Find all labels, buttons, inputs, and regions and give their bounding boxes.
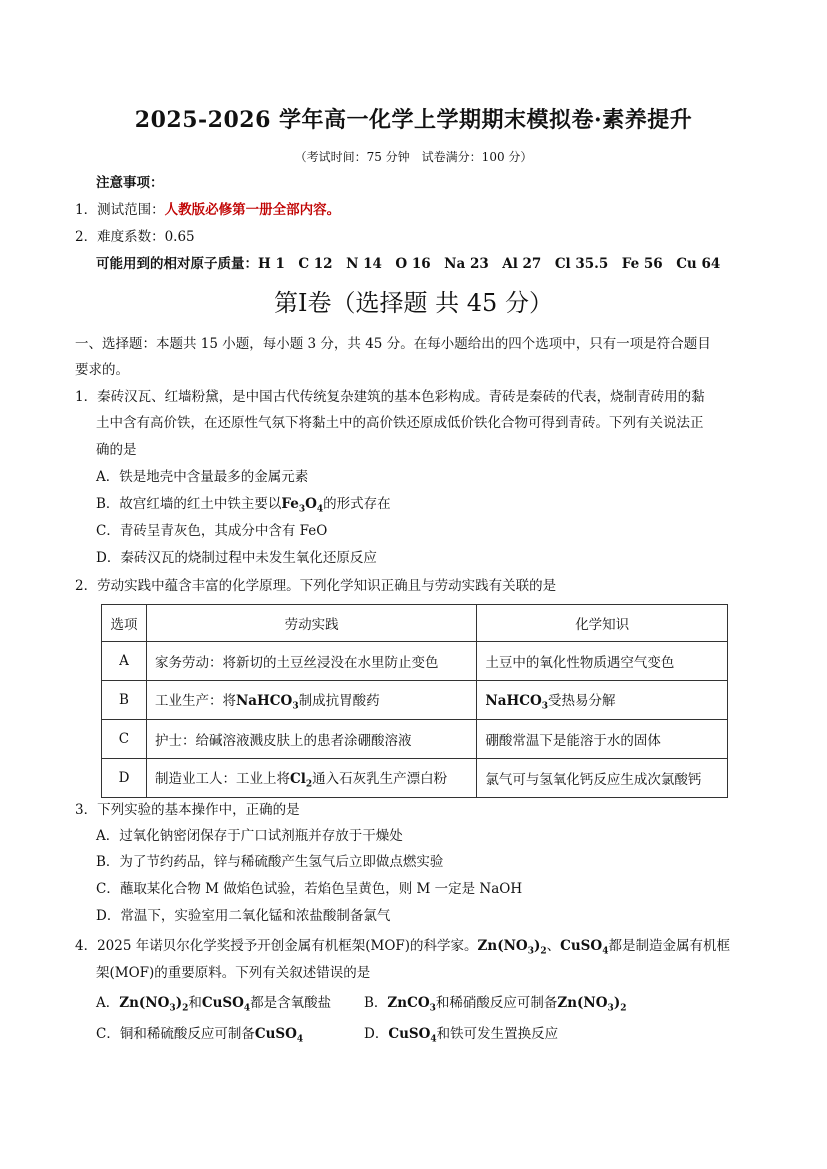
- q4-zn: Zn: [477, 938, 498, 954]
- section-title: 第I卷（选择题 共 45 分）: [274, 289, 553, 317]
- header-knowledge: 化学知识: [477, 605, 728, 642]
- notice-item-1: [75, 200, 340, 220]
- row-b-knowledge-post: 受热易分解: [548, 692, 616, 709]
- q4-cuso4-formula: [560, 938, 609, 957]
- notice-item-1-label: 1．测试范围：: [75, 202, 165, 218]
- row-b-knowledge-formula: NaHCO: [485, 692, 542, 709]
- exam-subtitle: （考试时间：75 分钟 试卷满分：100 分）: [294, 150, 533, 164]
- q4-stem-pre: 4．2025 年诺贝尔化学奖授予开创金属有机框架(MOF)的科学家。: [75, 938, 478, 954]
- row-d-practice-post: 通入石灰乳生产漂白粉: [312, 770, 448, 787]
- q4-d-formula: [388, 1026, 437, 1045]
- atomic-mass-line: 可能用到的相对原子质量：H 1 C 12 N 14 O 16 Na 23 Al 27 Cl 35.5 Fe 56 Cu 64: [96, 256, 721, 272]
- q1-option-b-pre: B．故宫红墙的红土中铁主要以: [96, 496, 282, 512]
- q4-d-post: 和铁可发生置换反应: [436, 1026, 559, 1042]
- notice-item-2: 2．难度系数：0.65: [75, 229, 195, 245]
- q4-a-and: 和: [188, 995, 202, 1011]
- q1-option-d: D．秦砖汉瓦的烧制过程中未发生氧化还原反应: [96, 550, 377, 566]
- q4-a-formula-2: [201, 995, 251, 1014]
- q4-option-d: [364, 1024, 558, 1050]
- table-row: [102, 720, 728, 759]
- q4-option-a: [96, 993, 331, 1019]
- row-a-option: A: [102, 642, 147, 681]
- notice-item-1-highlight: 人教版必修第一册全部内容。: [164, 202, 341, 218]
- q4-d-label: D．: [364, 1026, 389, 1042]
- q4-stem-post: 都是制造金属有机框: [608, 938, 730, 954]
- row-b-practice: [146, 681, 476, 720]
- q4-d-cuso4-sub: 4: [430, 1034, 437, 1045]
- q4-a-zn: Zn: [119, 995, 139, 1011]
- q3-option-c: C．蘸取某化合物 M 做焰色试验，若焰色呈黄色，则 M 一定是 NaOH: [96, 881, 523, 897]
- row-c-option: C: [102, 720, 147, 759]
- row-b-practice-pre: 工业生产：将: [154, 692, 236, 709]
- q4-no3-sub: 3: [527, 946, 534, 957]
- row-b-option: B: [102, 681, 147, 720]
- q1-stem-line-3: 确的是: [96, 442, 137, 458]
- q4-b-formula-2: [557, 995, 627, 1014]
- q4-zn-no3-formula: [477, 938, 547, 957]
- q4-c-cuso4-sub: 4: [296, 1034, 304, 1045]
- q4-a-cuso4-sub: 4: [243, 1003, 251, 1014]
- q1-option-b-formula: [281, 496, 324, 515]
- row-d-practice-sub: 2: [305, 779, 313, 790]
- q1-option-a: A．铁是地壳中含量最多的金属元素: [96, 469, 309, 485]
- q4-close: ): [533, 938, 541, 954]
- table-row: [102, 759, 728, 798]
- row-c-knowledge: 硼酸常温下是能溶于水的固体: [477, 720, 728, 759]
- q2-stem: 2．劳动实践中蕴含丰富的化学原理。下列化学知识正确且与劳动实践有关联的是: [75, 578, 557, 594]
- q4-a-label: A．: [96, 995, 120, 1011]
- q4-a-close: ): [175, 995, 183, 1011]
- q1-option-b: [96, 494, 391, 520]
- q4-b-zn: Zn: [557, 995, 578, 1011]
- q4-c-pre: C．铜和稀硫酸反应可制备: [96, 1026, 255, 1042]
- q4-b-formula-1: [387, 995, 436, 1014]
- row-d-practice: [146, 759, 476, 798]
- q4-option-b: [364, 993, 626, 1019]
- row-d-practice-pre: 制造业工人：工业上将: [154, 770, 290, 787]
- table-header-row: [102, 605, 728, 642]
- q4-stem-line-2: 架(MOF)的重要原料。下列有关叙述错误的是: [96, 965, 371, 981]
- q4-close-sub: 2: [540, 946, 547, 957]
- instructions-line-2: 要求的。: [75, 362, 129, 378]
- notice-heading: 注意事项：: [96, 175, 164, 191]
- row-b-knowledge-sub: 3: [541, 701, 548, 712]
- q4-a-no3: (NO: [138, 995, 170, 1011]
- q4-b-close: ): [613, 995, 621, 1011]
- q4-a-post: 都是含氧酸盐: [250, 995, 332, 1011]
- q3-option-b: B．为了节约药品，锌与稀硫酸产生氢气后立即做点燃实验: [96, 854, 444, 870]
- row-b-practice-post: 制成抗胃酸药: [298, 692, 380, 709]
- q1-o: O: [305, 496, 317, 512]
- row-d-option: D: [102, 759, 147, 798]
- row-a-knowledge: 土豆中的氧化性物质遇空气变色: [477, 642, 728, 681]
- q2-table: [101, 604, 728, 798]
- q4-option-c: [96, 1024, 303, 1050]
- table-row: [102, 642, 728, 681]
- q4-a-formula-1: [119, 995, 189, 1014]
- q4-b-znco-sub: 3: [429, 1003, 436, 1014]
- q4-no3: (NO: [497, 938, 528, 954]
- q4-b-mid: 和稀硝酸反应可制备: [435, 995, 558, 1011]
- row-c-practice: 护士：给碱溶液溅皮肤上的患者涂硼酸溶液: [146, 720, 476, 759]
- q4-b-znco: ZnCO: [387, 995, 430, 1011]
- q4-cuso4: CuSO: [560, 938, 603, 954]
- q1-o-sub: 4: [316, 504, 324, 515]
- q4-a-close-sub: 2: [182, 1003, 189, 1014]
- q4-stem-line-1: [75, 936, 730, 962]
- q4-c-cuso4: CuSO: [254, 1026, 297, 1042]
- row-b-practice-sub: 3: [292, 701, 299, 712]
- instructions-line-1: 一、选择题：本题共 15 小题，每小题 3 分，共 45 分。在每小题给出的四个选项中，只有一项是符合题目: [75, 336, 711, 352]
- q1-stem-line-1: 1．秦砖汉瓦、红墙粉黛，是中国古代传统复杂建筑的基本色彩构成。青砖是秦砖的代表，烧制青砖用的黏: [75, 389, 705, 405]
- q4-a-cuso4: CuSO: [201, 995, 244, 1011]
- row-d-knowledge: 氯气可与氢氧化钙反应生成次氯酸钙: [477, 759, 728, 798]
- q1-option-c: C．青砖呈青灰色，其成分中含有 FeO: [96, 523, 328, 539]
- row-a-practice: 家务劳动：将新切的土豆丝浸没在水里防止变色: [146, 642, 476, 681]
- table-row: [102, 681, 728, 720]
- q4-b-no3-sub: 3: [607, 1003, 614, 1014]
- row-d-practice-formula: Cl: [289, 770, 306, 787]
- exam-title: 2025-2026 学年高一化学上学期期末模拟卷·素养提升: [134, 107, 693, 133]
- q4-b-label: B．: [364, 995, 388, 1011]
- q3-stem: 3．下列实验的基本操作中，正确的是: [75, 802, 300, 818]
- q4-b-close-sub: 2: [620, 1003, 627, 1014]
- q4-sep: 、: [546, 938, 561, 954]
- q4-b-no3: (NO: [577, 995, 608, 1011]
- header-practice: 劳动实践: [146, 605, 476, 642]
- q4-cuso4-sub: 4: [602, 946, 609, 957]
- q4-a-no3-sub: 3: [169, 1003, 176, 1014]
- q4-c-formula: [254, 1026, 304, 1045]
- q1-option-b-post: 的形式存在: [323, 496, 391, 512]
- q4-d-cuso4: CuSO: [388, 1026, 431, 1042]
- q1-fe: Fe: [281, 496, 299, 512]
- q3-option-d: D．常温下，实验室用二氧化锰和浓盐酸制备氯气: [96, 908, 391, 924]
- q3-option-a: A．过氧化钠密闭保存于广口试剂瓶并存放于干燥处: [96, 828, 403, 844]
- q1-fe-sub: 3: [298, 504, 306, 515]
- row-b-knowledge: [477, 681, 728, 720]
- q1-stem-line-2: 土中含有高价铁，在还原性气氛下将黏土中的高价铁还原成低价铁化合物可得到青砖。下列有关说法正: [96, 415, 704, 431]
- row-b-practice-formula: NaHCO: [235, 692, 293, 709]
- header-option: 选项: [102, 605, 147, 642]
